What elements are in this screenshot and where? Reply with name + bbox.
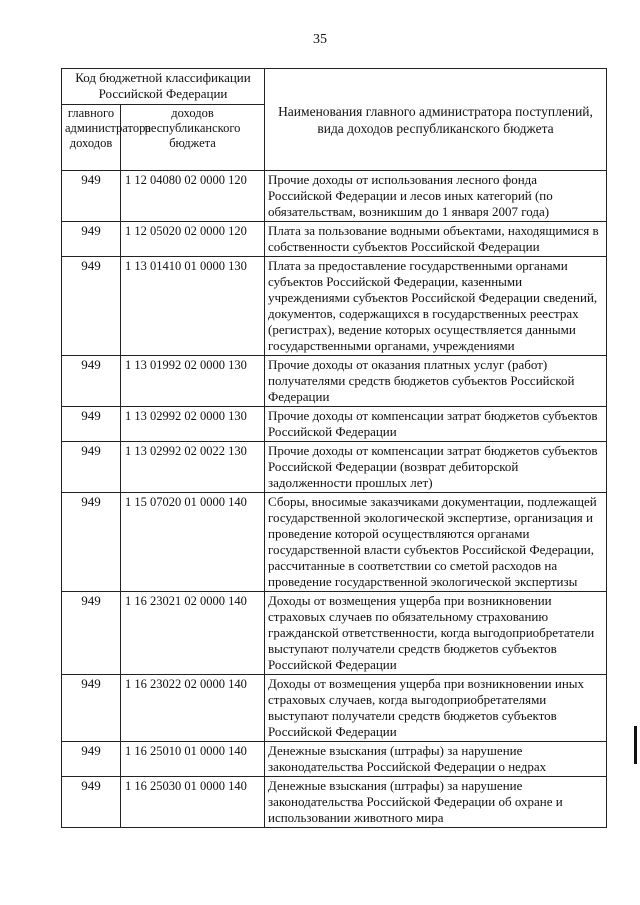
header-name-column: Наименования главного администратора поступлений, вида доходов республиканского бюджета: [265, 69, 607, 171]
table-body: [62, 171, 607, 828]
table-row: [62, 442, 607, 493]
table-row: [62, 222, 607, 257]
income-code-cell: 1 12 05020 02 0000 120: [121, 222, 265, 257]
income-code-cell: 1 13 02992 02 0000 130: [121, 407, 265, 442]
income-code-cell: 1 16 25030 01 0000 140: [121, 777, 265, 828]
table-row: [62, 171, 607, 222]
income-code-cell: 1 13 01410 01 0000 130: [121, 257, 265, 356]
income-name-cell: Сборы, вносимые заказчиками документации, подлежащей государственной экологической экспертизе, организация и проведение которой осуществляются органами государственной власти субъектов Российской Федерации, рассчитанные в соответствии со сметой расходов на проведение государственной экологической экспертизы: [265, 493, 607, 592]
header-classification-code: Код бюджетной классификации Российской Федерации: [62, 69, 265, 105]
header-income-code-column: доходов республиканского бюджета: [121, 105, 265, 171]
header-admin-column: главного администратора доходов: [62, 105, 121, 171]
admin-code-cell: 949: [62, 493, 121, 592]
admin-code-cell: 949: [62, 675, 121, 742]
income-name-cell: Прочие доходы от оказания платных услуг (работ) получателями средств бюджетов субъектов Российской Федерации: [265, 356, 607, 407]
income-name-cell: Прочие доходы от использования лесного фонда Российской Федерации и лесов иных категорий (по обязательствам, возникшим до 1 января 2007 года): [265, 171, 607, 222]
margin-mark: [634, 726, 637, 764]
income-name-cell: Плата за предоставление государственными органами субъектов Российской Федерации, казенными учреждениями субъектов Российской Федерации сведений, документов, содержащихся в государственных реестрах (регистрах), ведение которых осуществляется данными государственными органами, учреждениями: [265, 257, 607, 356]
income-code-cell: 1 16 23021 02 0000 140: [121, 592, 265, 675]
table-row: [62, 407, 607, 442]
table-row: [62, 493, 607, 592]
admin-code-cell: 949: [62, 257, 121, 356]
budget-classification-table: [61, 68, 607, 828]
admin-code-cell: 949: [62, 356, 121, 407]
income-code-cell: 1 13 01992 02 0000 130: [121, 356, 265, 407]
page-number: 35: [313, 32, 327, 47]
income-name-cell: Прочие доходы от компенсации затрат бюджетов субъектов Российской Федерации: [265, 407, 607, 442]
income-code-cell: 1 16 25010 01 0000 140: [121, 742, 265, 777]
admin-code-cell: 949: [62, 442, 121, 493]
admin-code-cell: 949: [62, 742, 121, 777]
admin-code-cell: 949: [62, 777, 121, 828]
table-row: [62, 257, 607, 356]
admin-code-cell: 949: [62, 171, 121, 222]
income-code-cell: 1 13 02992 02 0022 130: [121, 442, 265, 493]
table-row: [62, 675, 607, 742]
income-name-cell: Плата за пользование водными объектами, находящимися в собственности субъектов Российской Федерации: [265, 222, 607, 257]
table-row: [62, 356, 607, 407]
income-code-cell: 1 12 04080 02 0000 120: [121, 171, 265, 222]
admin-code-cell: 949: [62, 222, 121, 257]
income-name-cell: Прочие доходы от компенсации затрат бюджетов субъектов Российской Федерации (возврат дебиторской задолженности прошлых лет): [265, 442, 607, 493]
table-row: [62, 592, 607, 675]
admin-code-cell: 949: [62, 592, 121, 675]
table-row: [62, 777, 607, 828]
income-name-cell: Доходы от возмещения ущерба при возникновении страховых случаев по обязательному страхованию гражданской ответственности, когда выгодоприобретатели выступают получатели средств бюджетов субъектов Российской Федерации: [265, 592, 607, 675]
table-row: [62, 742, 607, 777]
income-name-cell: Денежные взыскания (штрафы) за нарушение законодательства Российской Федерации об охране и использовании животного мира: [265, 777, 607, 828]
income-code-cell: 1 16 23022 02 0000 140: [121, 675, 265, 742]
admin-code-cell: 949: [62, 407, 121, 442]
income-name-cell: Доходы от возмещения ущерба при возникновении иных страховых случаев, когда выгодоприобретателями выступают получатели средств бюджетов субъектов Российской Федерации: [265, 675, 607, 742]
income-name-cell: Денежные взыскания (штрафы) за нарушение законодательства Российской Федерации о недрах: [265, 742, 607, 777]
income-code-cell: 1 15 07020 01 0000 140: [121, 493, 265, 592]
